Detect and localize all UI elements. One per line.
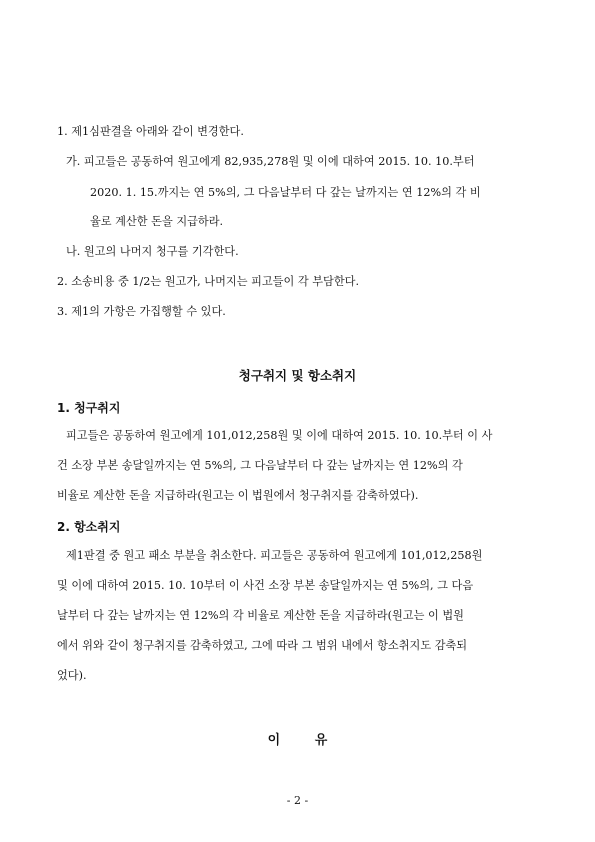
order-item-1-ga-line2: 2020. 1. 15.까지는 연 5%의, 그 다음날부터 다 갚는 날까지는 연 12%의 각 비 <box>90 186 481 199</box>
reason-title: 이 유 <box>267 733 328 748</box>
order-item-1-ga-line1: 가. 피고들은 공동하여 원고에게 82,935,278원 및 이에 대하여 2015. 10. 10.부터 <box>66 155 475 168</box>
appeal-line4: 에서 위와 같이 청구취지를 감축하였고, 그에 따라 그 범위 내에서 항소취지도 감축되 <box>57 639 468 652</box>
appeal-line3: 날부터 다 갚는 날까지는 연 12%의 각 비율로 계산한 돈을 지급하라(원고는 이 법원 <box>57 609 464 622</box>
order-item-1: 1. 제1심판결을 아래와 같이 변경한다. <box>57 125 244 138</box>
claim-heading: 1. 청구취지 <box>57 401 121 415</box>
appeal-line2: 및 이에 대하여 2015. 10. 10부터 이 사건 소장 부본 송달일까지는 연 5%의, 그 다음 <box>57 579 474 592</box>
order-item-3: 3. 제1의 가항은 가집행할 수 있다. <box>57 305 226 318</box>
order-item-1-ga-line3: 율로 계산한 돈을 지급하라. <box>90 215 224 228</box>
order-item-1-na: 나. 원고의 나머지 청구를 기각한다. <box>66 245 239 258</box>
page-number: - 2 - <box>286 794 309 807</box>
appeal-line1: 제1판결 중 원고 패소 부분을 취소한다. 피고들은 공동하여 원고에게 101,012,258원 <box>66 549 483 562</box>
claim-line2: 건 소장 부본 송달일까지는 연 5%의, 그 다음날부터 다 갚는 날까지는 연 12%의 각 <box>57 459 463 472</box>
order-item-2: 2. 소송비용 중 1/2는 원고가, 나머지는 피고들이 각 부담한다. <box>57 275 359 288</box>
appeal-heading: 2. 항소취지 <box>57 520 121 534</box>
claim-line3: 비율로 계산한 돈을 지급하라(원고는 이 법원에서 청구취지를 감축하였다). <box>57 489 419 502</box>
section-title: 청구취지 및 항소취지 <box>238 368 357 383</box>
appeal-line5: 었다). <box>57 669 87 682</box>
claim-line1: 피고들은 공동하여 원고에게 101,012,258원 및 이에 대하여 2015. 10. 10.부터 이 사 <box>66 429 493 442</box>
